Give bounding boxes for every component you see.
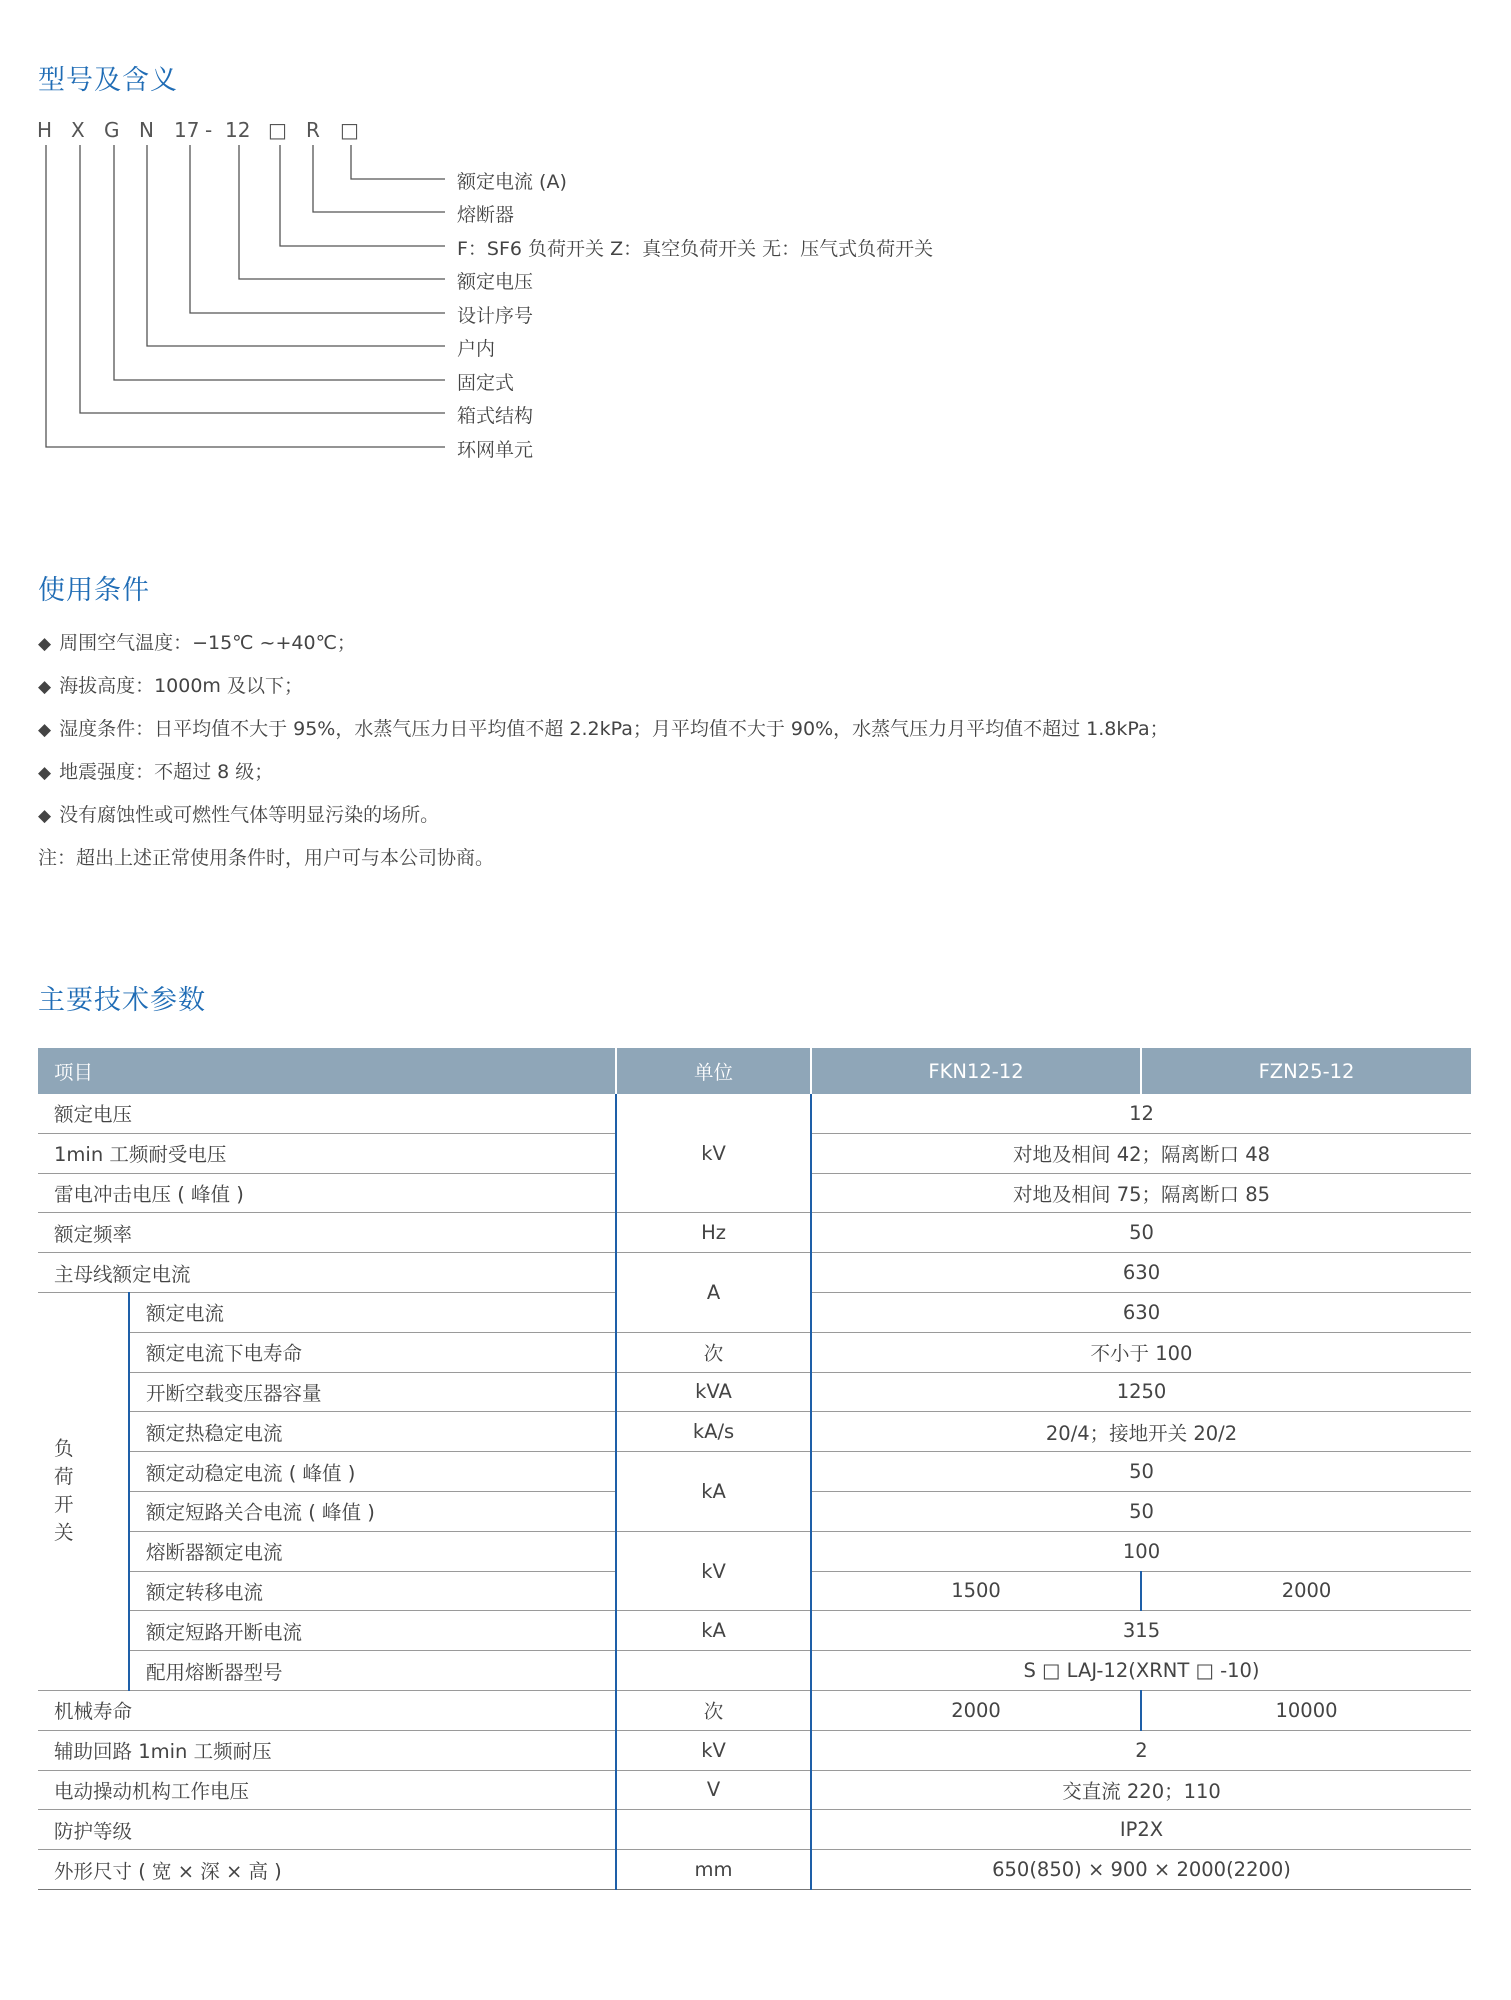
row-name: 额定频率 xyxy=(38,1213,616,1253)
row-value: 315 xyxy=(811,1611,1471,1651)
table-row xyxy=(38,1611,1471,1651)
row-value: 650(850) × 900 × 2000(2200) xyxy=(811,1850,1471,1890)
row-value-model-b: 10000 xyxy=(1141,1690,1471,1730)
diamond-icon: ◆ xyxy=(38,634,52,654)
code-current-box: □ xyxy=(340,118,359,142)
table-row xyxy=(38,1810,1471,1850)
table-row xyxy=(38,1531,1471,1571)
row-unit: A xyxy=(616,1253,811,1333)
table-row xyxy=(38,1412,1471,1452)
row-unit: kV xyxy=(616,1531,811,1611)
row-unit: kVA xyxy=(616,1372,811,1412)
leader-line-design xyxy=(190,145,445,313)
row-unit: Hz xyxy=(616,1213,811,1253)
row-unit: mm xyxy=(616,1850,811,1890)
row-name: 1min 工频耐受电压 xyxy=(38,1133,616,1173)
row-unit: kA xyxy=(616,1452,811,1532)
table-row xyxy=(38,1651,1471,1691)
row-value: IP2X xyxy=(811,1810,1471,1850)
row-name: 额定转移电流 xyxy=(129,1571,616,1611)
leader-line-current xyxy=(351,145,445,179)
row-name: 额定热稳定电流 xyxy=(129,1412,616,1452)
meaning-box-structure: 箱式结构 xyxy=(457,405,534,427)
row-unit: 次 xyxy=(616,1332,811,1372)
row-name: 辅助回路 1min 工频耐压 xyxy=(38,1730,616,1770)
diamond-icon: ◆ xyxy=(38,677,52,697)
row-value: 630 xyxy=(811,1292,1471,1332)
model-designation-diagram xyxy=(0,0,1511,480)
row-name: 雷电冲击电压 ( 峰值 ) xyxy=(38,1173,616,1213)
row-value-model-a: 1500 xyxy=(811,1571,1141,1611)
code-letter-n: N xyxy=(139,118,154,142)
condition-item: ◆ 海拔高度：1000m 及以下； xyxy=(38,675,303,697)
row-name: 额定电流下电寿命 xyxy=(129,1332,616,1372)
code-letter-x: X xyxy=(71,118,85,142)
code-letter-h: H xyxy=(37,118,53,142)
row-value: 50 xyxy=(811,1452,1471,1492)
diamond-icon: ◆ xyxy=(38,720,52,740)
row-unit: kA xyxy=(616,1611,811,1651)
row-name: 防护等级 xyxy=(38,1810,616,1850)
row-value-model-a: 2000 xyxy=(811,1690,1141,1730)
meaning-ring-main-unit: 环网单元 xyxy=(457,439,534,461)
table-row xyxy=(38,1253,1471,1293)
table-row xyxy=(38,1094,1471,1133)
header-item: 项目 xyxy=(38,1048,616,1094)
load-switch-group-label: 负 荷 开 关 xyxy=(38,1292,129,1690)
code-dash: - xyxy=(205,118,213,142)
row-unit: kV xyxy=(616,1730,811,1770)
row-value: 交直流 220；110 xyxy=(811,1770,1471,1810)
table-row xyxy=(38,1213,1471,1253)
row-name: 开断空载变压器容量 xyxy=(129,1372,616,1412)
table-row xyxy=(38,1770,1471,1810)
meaning-design-number: 设计序号 xyxy=(457,305,534,327)
row-name: 额定电流 xyxy=(129,1292,616,1332)
row-unit xyxy=(616,1651,811,1691)
table-row xyxy=(38,1452,1471,1492)
row-value: 1250 xyxy=(811,1372,1471,1412)
row-value: 2 xyxy=(811,1730,1471,1770)
row-value: 630 xyxy=(811,1253,1471,1293)
conditions-section-title: 使用条件 xyxy=(38,575,150,606)
diamond-icon: ◆ xyxy=(38,806,52,826)
row-name: 熔断器额定电流 xyxy=(129,1531,616,1571)
conditions-note: 注：超出上述正常使用条件时，用户可与本公司协商。 xyxy=(38,847,495,869)
leader-line-switch xyxy=(280,145,445,246)
table-row xyxy=(38,1332,1471,1372)
code-letter-r: R xyxy=(306,118,320,142)
row-unit: V xyxy=(616,1770,811,1810)
model-section-title: 型号及含义 xyxy=(38,65,178,96)
row-name: 主母线额定电流 xyxy=(38,1253,616,1293)
row-value: 20/4；接地开关 20/2 xyxy=(811,1412,1471,1452)
meaning-rated-current: 额定电流 (A) xyxy=(457,171,567,193)
meaning-fixed: 固定式 xyxy=(457,372,515,394)
row-name: 外形尺寸 ( 宽 × 深 × 高 ) xyxy=(38,1850,616,1890)
condition-item: ◆ 周围空气温度：−15℃ ~+40℃； xyxy=(38,632,356,654)
table-header-row xyxy=(38,1048,1471,1094)
row-value: 50 xyxy=(811,1491,1471,1531)
code-switch-type-box: □ xyxy=(268,118,287,142)
meaning-fuse: 熔断器 xyxy=(457,204,515,226)
row-value: 100 xyxy=(811,1531,1471,1571)
table-row xyxy=(38,1690,1471,1730)
row-name: 额定电压 xyxy=(38,1094,616,1133)
row-value: 不小于 100 xyxy=(811,1332,1471,1372)
row-unit xyxy=(616,1810,811,1850)
row-name: 配用熔断器型号 xyxy=(129,1651,616,1691)
meaning-switch-type: F：SF6 负荷开关 Z：真空负荷开关 无：压气式负荷开关 xyxy=(457,238,934,260)
row-value: 对地及相间 42；隔离断口 48 xyxy=(811,1133,1471,1173)
row-value: 对地及相间 75；隔离断口 85 xyxy=(811,1173,1471,1213)
condition-item: ◆ 地震强度：不超过 8 级； xyxy=(38,761,274,783)
row-name: 额定短路关合电流 ( 峰值 ) xyxy=(129,1491,616,1531)
header-unit: 单位 xyxy=(616,1048,811,1094)
meaning-indoor: 户内 xyxy=(457,338,496,360)
code-letter-g: G xyxy=(104,118,120,142)
row-value: S □ LAJ-12(XRNT □ -10) xyxy=(811,1651,1471,1691)
code-design-number: 17 xyxy=(174,118,200,142)
table-row xyxy=(38,1850,1471,1890)
row-name: 机械寿命 xyxy=(38,1690,616,1730)
row-unit: kV xyxy=(616,1094,811,1213)
row-unit: kA/s xyxy=(616,1412,811,1452)
params-section-title: 主要技术参数 xyxy=(38,985,206,1016)
condition-item: ◆ 没有腐蚀性或可燃性气体等明显污染的场所。 xyxy=(38,804,440,826)
diamond-icon: ◆ xyxy=(38,763,52,783)
row-value: 12 xyxy=(811,1094,1471,1133)
table-row xyxy=(38,1372,1471,1412)
row-value: 50 xyxy=(811,1213,1471,1253)
meaning-rated-voltage: 额定电压 xyxy=(457,271,534,293)
row-name: 额定短路开断电流 xyxy=(129,1611,616,1651)
code-voltage: 12 xyxy=(225,118,251,142)
condition-item: ◆ 湿度条件：日平均值不大于 95%，水蒸气压力日平均值不超 2.2kPa；月平均值不大于 90%，水蒸气压力月平均值不超过 1.8kPa； xyxy=(38,718,1169,740)
table-row xyxy=(38,1730,1471,1770)
header-model-b: FZN25-12 xyxy=(1141,1048,1471,1094)
row-unit: 次 xyxy=(616,1690,811,1730)
technical-parameters-table xyxy=(38,1048,1471,1890)
row-name: 额定动稳定电流 ( 峰值 ) xyxy=(129,1452,616,1492)
leader-line-ring-main xyxy=(46,145,445,447)
header-model-a: FKN12-12 xyxy=(811,1048,1141,1094)
row-value-model-b: 2000 xyxy=(1141,1571,1471,1611)
row-name: 电动操动机构工作电压 xyxy=(38,1770,616,1810)
